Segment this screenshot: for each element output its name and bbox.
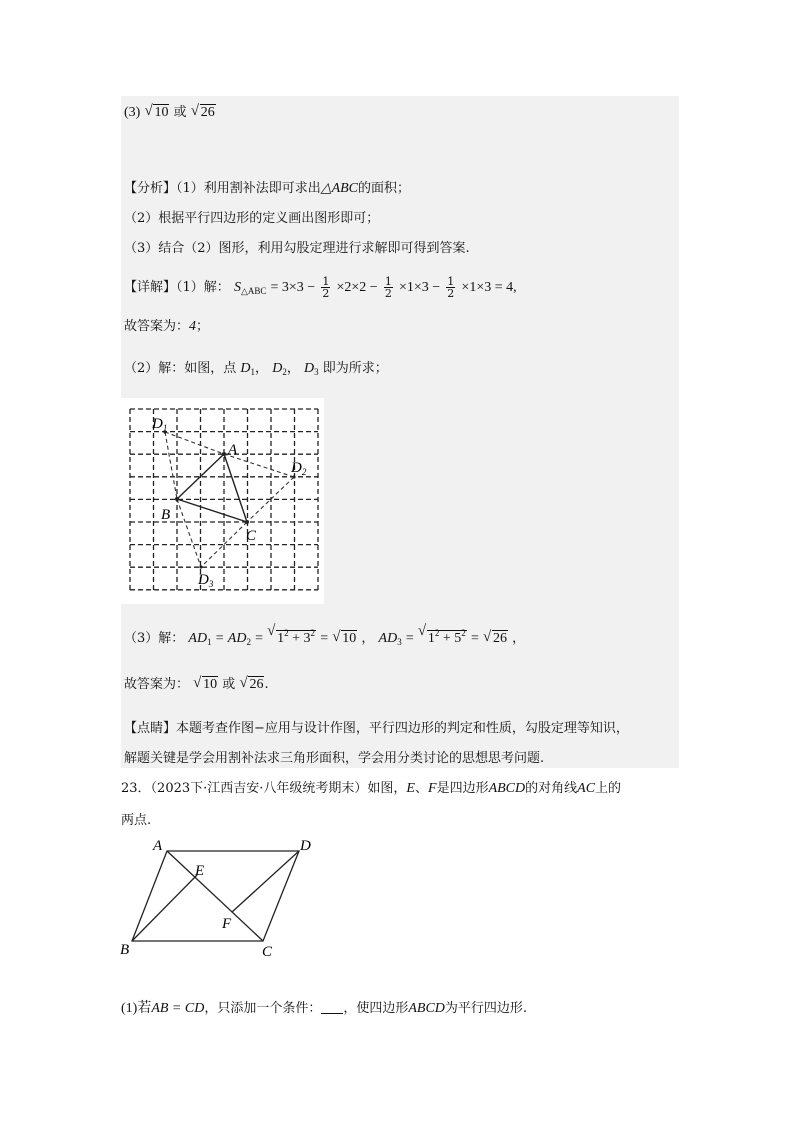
analysis-line-1	[124, 180, 410, 198]
text: 即为所求；	[322, 361, 388, 376]
part-label: (1)若	[121, 1001, 152, 1016]
text: 故答案为：	[124, 319, 190, 334]
answer-1-line	[124, 318, 209, 336]
eq-sign: =	[320, 631, 329, 646]
sqrt-10c: √ 10	[193, 676, 218, 694]
question-source: （2023下·江西吉安·八年级统考期末）	[150, 781, 368, 796]
eq-part: ×1×3 −	[398, 280, 441, 295]
or-text: 或	[173, 105, 187, 120]
var-abcd: ABCD	[408, 1001, 445, 1016]
analysis-line-3	[124, 240, 470, 258]
detail-line-3	[124, 624, 525, 651]
text: ，只添加一个条件：	[204, 1001, 322, 1016]
sqrt-26c: √ 26	[239, 676, 264, 694]
text: 如图，	[367, 781, 407, 796]
review-tag: 【点睛】	[124, 721, 177, 736]
answer-3-line	[124, 104, 216, 122]
text: ，	[255, 361, 269, 376]
area-symbol: $S_{\triangle ABC}$	[233, 280, 267, 296]
label-d3: $D_3$	[198, 572, 214, 589]
label-d2: $D_2$	[291, 460, 307, 477]
triangle-abc: △ABC	[320, 181, 359, 196]
ad3: $AD_3$	[378, 631, 402, 647]
text: （3）解：	[124, 631, 185, 646]
text: 的对角线	[525, 781, 578, 796]
half-fraction: $\frac{1}{2}$	[384, 275, 392, 300]
text: ，	[361, 631, 375, 646]
label-a: A	[153, 838, 163, 854]
detail-line-2	[124, 360, 388, 381]
part-label: (3)	[124, 105, 141, 120]
condition: AB = CD	[151, 1001, 205, 1016]
text: （3）结合（2）图形，利用勾股定理进行求解即可得到答案.	[124, 241, 470, 256]
point-d3: $D_3$	[303, 361, 319, 377]
review-line-2	[124, 750, 544, 768]
text: 两点.	[121, 813, 152, 828]
text: （1）解：	[176, 280, 230, 295]
text: 为平行四边形.	[444, 1001, 528, 1016]
text: ；	[196, 319, 210, 334]
detail-line-1	[124, 276, 517, 300]
text: 故答案为：	[124, 677, 190, 692]
text: ，	[286, 361, 300, 376]
answer-3-final	[124, 676, 269, 694]
text: ，	[512, 631, 526, 646]
sqrt-1-5: √ $1^2 + 5^2$	[418, 624, 467, 648]
ad2: $AD_2$	[227, 631, 251, 647]
eq-sign: =	[470, 631, 479, 646]
or-text: 或	[222, 677, 236, 692]
answer-value: 4	[189, 319, 197, 334]
q23-line-1	[121, 780, 621, 798]
var-ac: AC	[577, 781, 596, 796]
text: 上的	[595, 781, 622, 796]
label-c: C	[262, 944, 273, 960]
parallelogram-figure	[115, 836, 325, 962]
half-fraction: $\frac{1}{2}$	[447, 275, 455, 300]
label-c: C	[246, 528, 257, 544]
text: 是四边形	[436, 781, 489, 796]
text: （2）根据平行四边形的定义画出图形即可；	[124, 211, 380, 226]
label-a: A	[228, 442, 238, 458]
text: 解题关键是学会用割补法求三角形面积，学会用分类讨论的思想思考问题.	[124, 751, 545, 766]
label-b: B	[161, 507, 171, 523]
text: .	[264, 677, 269, 692]
var-e: E	[406, 781, 415, 796]
point-d1: $D_1$	[240, 361, 256, 377]
point-d2: $D_2$	[272, 361, 287, 377]
q23-line-2	[121, 812, 151, 830]
sqrt-26: √ 26	[191, 104, 216, 122]
question-number: 23．	[121, 781, 151, 796]
eq-part: ×2×2 −	[336, 280, 378, 295]
sqrt-10: √ 10	[144, 104, 169, 122]
half-fraction: $\frac{1}{2}$	[322, 275, 330, 300]
answer-blank[interactable]	[321, 1001, 343, 1014]
label-d: D	[300, 838, 311, 854]
label-e: E	[195, 863, 205, 879]
text: 、	[414, 781, 428, 796]
text: 的面积；	[358, 181, 411, 196]
eq-part: = 3×3 −	[270, 280, 316, 295]
eq-sign: =	[405, 631, 414, 646]
text: 本题考查作图−应用与设计作图，平行四边形的判定和性质，勾股定理等知识，	[176, 721, 629, 736]
eq-sign: =	[215, 631, 224, 646]
eq-sign: =	[255, 631, 263, 646]
grid-figure	[121, 398, 324, 604]
sqrt-10b: √ 10	[332, 630, 357, 648]
detail-tag: 【详解】	[124, 280, 177, 295]
text: （2）解：如图，点	[124, 361, 237, 376]
label-f: F	[222, 916, 232, 932]
sqrt-26b: √ 26	[483, 630, 508, 648]
var-f: F	[428, 781, 437, 796]
q23-part-1	[121, 1000, 527, 1018]
text: （1）利用割补法即可求出	[176, 181, 321, 196]
eq-part: ×1×3 = 4,	[461, 280, 517, 295]
sqrt-1-3: √ $1^2 + 3^2$	[267, 624, 316, 648]
label-b: B	[120, 942, 130, 958]
label-d1: $D_1$	[152, 416, 168, 433]
var-abcd: ABCD	[488, 781, 526, 796]
text: ，使四边形	[343, 1001, 409, 1016]
analysis-line-2	[124, 210, 379, 228]
ad1: $AD_1$	[188, 631, 212, 647]
analysis-tag: 【分析】	[124, 181, 177, 196]
review-line-1	[124, 720, 629, 738]
